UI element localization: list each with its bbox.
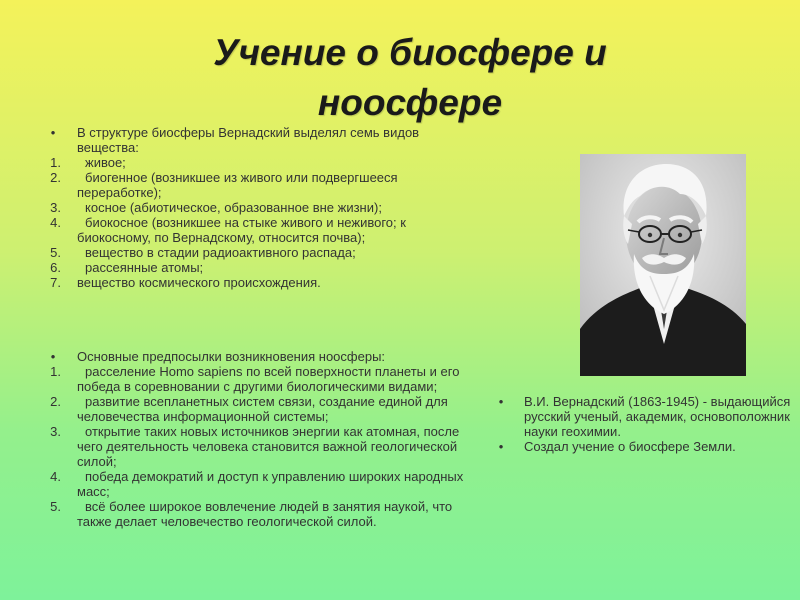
species-item [37,200,467,215]
noosphere-item-text: открытие таких новых источников энергии как атомная, после чего деятельность человека становится важной геологической силой; [77,424,460,469]
species-item-text: вещество космического происхождения. [77,275,321,290]
noosphere-item-text: победа демократий и доступ к управлению широких народных масс; [77,469,464,499]
species-item-number: 7. [50,275,61,290]
slide-title: Учение о биосфере и ноосфере [213,32,607,123]
noosphere-item-number: 5. [50,499,61,514]
species-item-number: 5. [50,245,61,260]
noosphere-item-text: расселение Homo sapiens по всей поверхности планеты и его победа в соревновании с другими биологическими видами; [77,364,460,394]
noosphere-list [37,349,467,529]
species-item [37,275,467,290]
species-item [37,245,467,260]
biography-text: Создал учение о биосфере Земли. [524,439,736,454]
species-item-text: косное (абиотическое, образованное вне жизни); [85,200,382,215]
vernadsky-portrait [580,154,746,376]
noosphere-item-number: 2. [50,394,61,409]
noosphere-intro-item [37,349,467,364]
species-item-text: рассеянные атомы; [85,260,204,275]
biography-list [493,394,793,454]
species-intro-item [37,125,467,155]
species-item [37,215,467,245]
species-item [37,155,467,170]
bullet-marker: • [498,394,504,409]
species-item-text: биокосное (возникшее на стыке живого и неживого; к биокосному, по Вернадскому, относится почва); [77,215,406,245]
species-item-text: биогенное (возникшее из живого или подвергшееся переработке); [77,170,398,200]
noosphere-intro-text: Основные предпосылки возникновения ноосферы: [77,349,386,364]
species-item-number: 3. [50,200,61,215]
biography-text: В.И. Вернадский (1863-1945) - выдающийся русский ученый, академик, основоположник науки геохимии. [524,394,791,439]
bullet-marker: • [498,439,504,454]
bullet-marker: • [50,125,56,140]
species-item-number: 2. [50,170,61,185]
noosphere-item-number: 3. [50,424,61,439]
species-item-text: живое; [85,155,126,170]
noosphere-item-number: 4. [50,469,61,484]
species-item-text: вещество в стадии радиоактивного распада; [85,245,356,260]
biography-item [493,394,793,439]
species-intro-text: В структуре биосферы Вернадский выделял семь видов вещества: [77,125,420,155]
species-list [37,125,467,290]
species-item [37,170,467,200]
species-item [37,260,467,275]
noosphere-item [37,499,467,529]
noosphere-item-text: всё более широкое вовлечение людей в занятия наукой, что также делает человечество геологической силой. [77,499,453,529]
species-item-number: 4. [50,215,61,230]
noosphere-item [37,364,467,394]
noosphere-item [37,394,467,424]
noosphere-item-text: развитие всепланетных систем связи, создание единой для человечества информационной системы; [77,394,448,424]
noosphere-item [37,424,467,469]
noosphere-item-number: 1. [50,364,61,379]
species-item-number: 1. [50,155,61,170]
noosphere-item [37,469,467,499]
bullet-marker: • [50,349,56,364]
species-item-number: 6. [50,260,61,275]
biography-item [493,439,793,454]
